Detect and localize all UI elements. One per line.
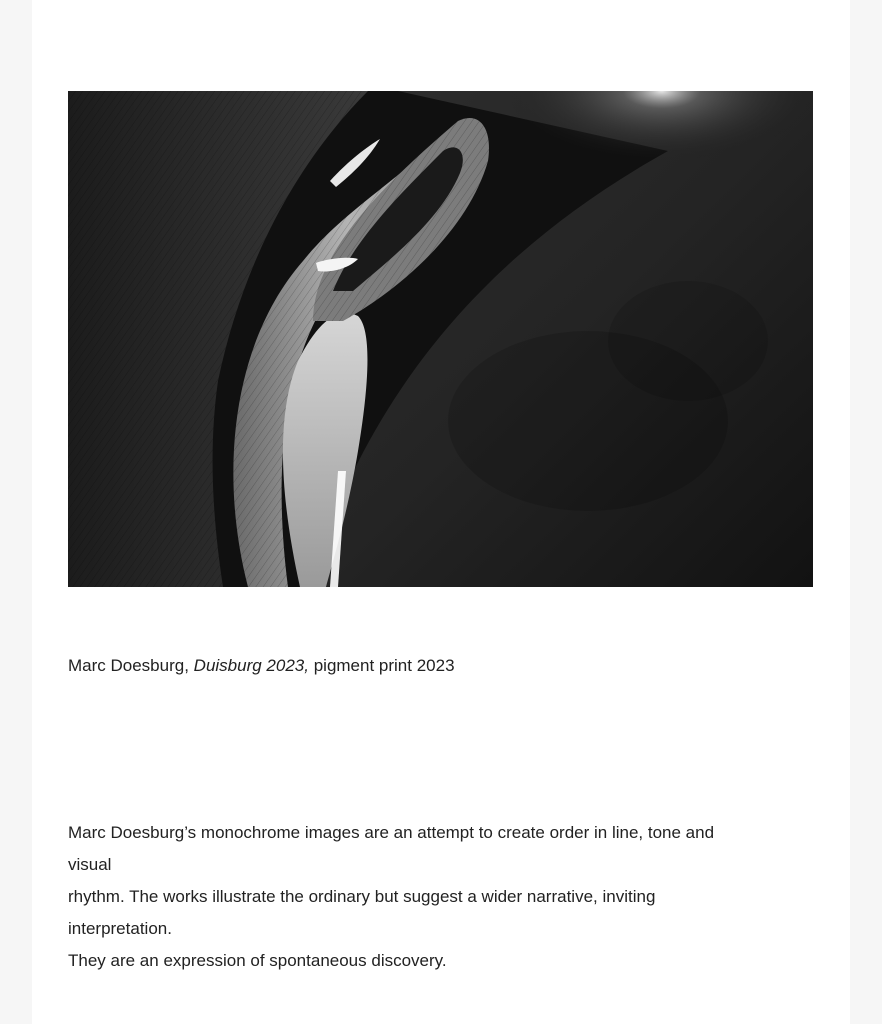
caption-title: Duisburg 2023, bbox=[193, 656, 309, 675]
artwork-photo[interactable] bbox=[68, 91, 813, 587]
artwork-caption bbox=[68, 655, 455, 677]
description-line: visual bbox=[68, 855, 112, 874]
content-column bbox=[32, 0, 850, 1024]
staircase-photo-illustration bbox=[68, 91, 813, 587]
caption-artist: Marc Doesburg bbox=[68, 656, 185, 675]
caption-separator: , bbox=[184, 656, 194, 675]
caption-details: pigment print 2023 bbox=[308, 656, 455, 675]
artist-description bbox=[68, 817, 788, 977]
description-line: rhythm. The works illustrate the ordinary but suggest a wider narrative, inviting bbox=[68, 887, 656, 906]
description-line: They are an expression of spontaneous discovery. bbox=[68, 951, 447, 970]
description-line: Marc Doesburg’s monochrome images are an attempt to create order in line, tone and bbox=[68, 823, 715, 842]
description-line: interpretation. bbox=[68, 919, 172, 938]
